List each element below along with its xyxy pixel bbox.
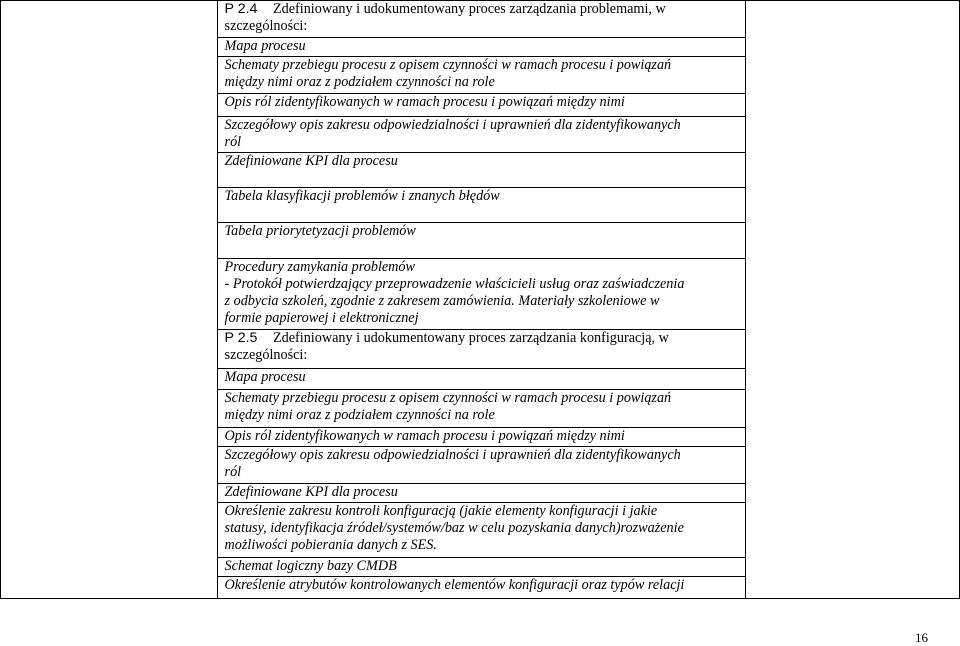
p25-item-line: Określenie zakresu kontroli konfiguracją (jakie elementy konfiguracji i jakie bbox=[224, 503, 658, 519]
p24-heading-line bbox=[225, 1, 746, 18]
p25-heading-text: szczególności: bbox=[224, 347, 308, 363]
right-column-empty bbox=[746, 1, 960, 599]
page-number: 16 bbox=[915, 630, 928, 645]
left-column-empty bbox=[1, 1, 218, 599]
p25-item-line: ról bbox=[224, 464, 242, 480]
p24-item-line: z odbycia szkoleń, zgodnie z zakresem zamówienia. Materiały szkoleniowe w bbox=[224, 293, 660, 309]
p24-item-line: Mapa procesu bbox=[224, 38, 306, 54]
p24-item-line: Tabela priorytetyzacji problemów bbox=[224, 223, 416, 239]
p25-item-line: statusy, identyfikacja źródeł/systemów/baz w celu pozyskania danych)rozważenie bbox=[224, 520, 684, 536]
p25-item-line: Szczegółowy opis zakresu odpowiedzialności i uprawnień dla zidentyfikowanych bbox=[224, 447, 681, 463]
p24-code: P 2.4 bbox=[224, 1, 258, 17]
p24-item-line: Zdefiniowane KPI dla procesu bbox=[224, 153, 398, 169]
p25-item-line: Mapa procesu bbox=[224, 369, 306, 385]
p24-item-line: Tabela klasyfikacji problemów i znanych błędów bbox=[224, 188, 500, 204]
content-column bbox=[217, 1, 746, 599]
p25-heading-line bbox=[225, 347, 746, 364]
p25-heading-text: Zdefiniowany i udokumentowany proces zarządzania konfiguracją, w bbox=[269, 330, 669, 346]
p24-item-line: Szczegółowy opis zakresu odpowiedzialności i uprawnień dla zidentyfikowanych bbox=[224, 117, 681, 133]
p25-item-line: możliwości pobierania danych z SES. bbox=[224, 537, 437, 553]
p24-item bbox=[218, 38, 746, 57]
p24-heading-text: szczególności: bbox=[224, 18, 308, 34]
p25-item bbox=[218, 503, 746, 558]
p25-item bbox=[218, 447, 746, 484]
p24-item bbox=[218, 153, 746, 188]
p25-item-line: Zdefiniowane KPI dla procesu bbox=[224, 484, 398, 500]
p25-item bbox=[218, 390, 746, 428]
p24-heading-text: Zdefiniowany i udokumentowany proces zarządzania problemami, w bbox=[269, 1, 666, 17]
p25-item-line: Opis ról zidentyfikowanych w ramach procesu i powiązań między nimi bbox=[224, 428, 625, 444]
p24-item-line: Schematy przebiegu procesu z opisem czynności w ramach procesu i powiązań bbox=[224, 57, 672, 73]
p24-item-line: Procedury zamykania problemów bbox=[224, 259, 415, 275]
p25-item-line: Określenie atrybutów kontrolowanych elementów konfiguracji oraz typów relacji bbox=[224, 577, 685, 593]
p24-item-line: ról bbox=[224, 134, 242, 150]
p25-item bbox=[218, 484, 746, 503]
p24-item bbox=[218, 188, 746, 223]
p25-item-line: Schematy przebiegu procesu z opisem czynności w ramach procesu i powiązań bbox=[224, 390, 672, 406]
p24-item bbox=[218, 259, 746, 330]
content-stack bbox=[218, 1, 746, 598]
p24-item bbox=[218, 57, 746, 94]
p25-item bbox=[218, 577, 746, 598]
p25-heading-block bbox=[218, 330, 746, 369]
p25-item-line: między nimi oraz z podziałem czynności na role bbox=[224, 407, 495, 423]
p25-item bbox=[218, 428, 746, 447]
p24-item bbox=[218, 223, 746, 259]
p25-code: P 2.5 bbox=[224, 330, 258, 346]
p24-item-line: - Protokół potwierdzający przeprowadzenie właścicieli usług oraz zaświadczenia bbox=[224, 276, 685, 292]
p24-item-line: Opis ról zidentyfikowanych w ramach procesu i powiązań między nimi bbox=[224, 94, 625, 110]
p25-item-line: Schemat logiczny bazy CMDB bbox=[224, 558, 397, 574]
p25-heading-line bbox=[225, 330, 746, 347]
p24-item bbox=[218, 117, 746, 153]
p24-heading-line bbox=[225, 18, 746, 35]
p24-item-line: między nimi oraz z podziałem czynności na role bbox=[224, 74, 495, 90]
p24-item bbox=[218, 94, 746, 117]
p25-item bbox=[218, 558, 746, 577]
p24-item-line: formie papierowej i elektronicznej bbox=[224, 310, 419, 326]
p24-heading-block bbox=[218, 1, 746, 38]
p25-item bbox=[218, 369, 746, 390]
